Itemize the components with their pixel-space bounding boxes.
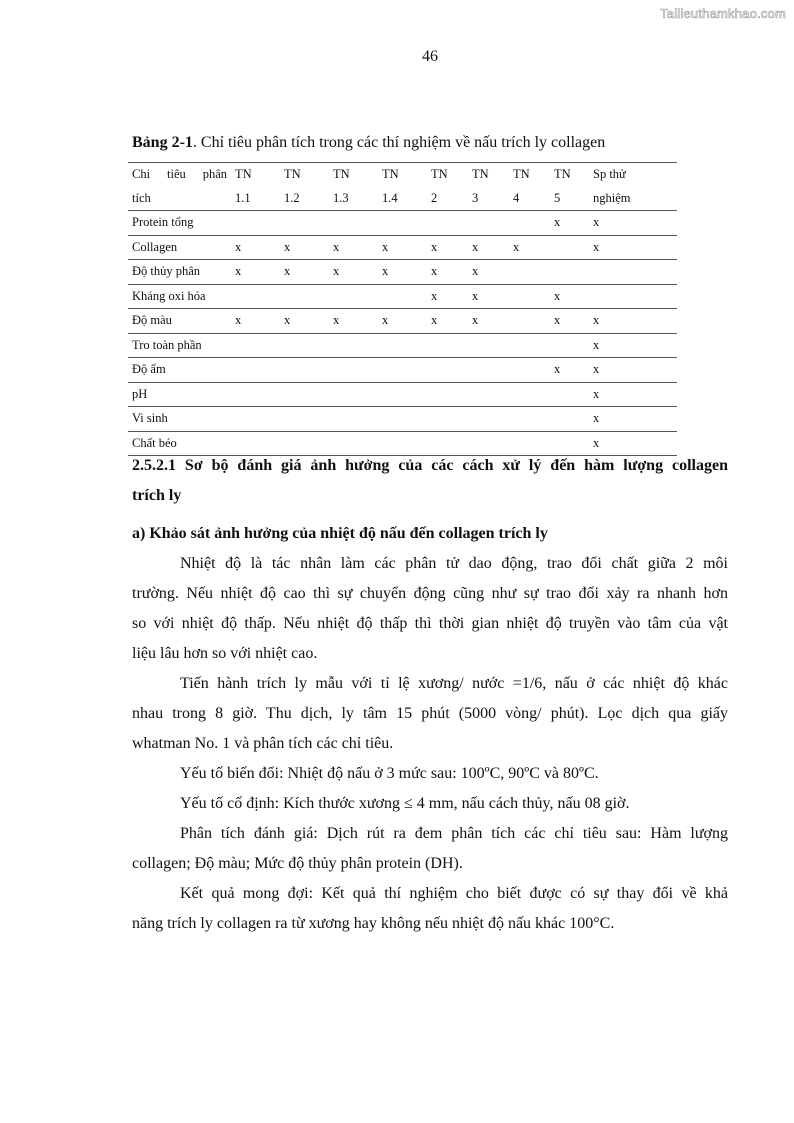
table-cell: x: [280, 235, 329, 260]
table-cell: x: [427, 235, 468, 260]
table-cell: [509, 211, 550, 236]
table-cell: x: [329, 235, 378, 260]
page-number: 46: [422, 48, 438, 65]
table-cell: x: [550, 358, 589, 383]
table-row: [128, 407, 677, 432]
table-cell: [509, 358, 550, 383]
table-cell: x: [589, 407, 677, 432]
table-cell: [468, 333, 509, 358]
table-cell: [468, 382, 509, 407]
table-cell: x: [550, 309, 589, 334]
paragraph-5: [132, 819, 728, 879]
text-line: Kết quả mong đợi: Kết quả thí nghiệm cho biết được có sự thay đổi về khả: [180, 885, 728, 902]
table-cell: x: [589, 431, 677, 456]
table-header-cell: 5: [550, 187, 589, 211]
table-cell: [509, 333, 550, 358]
table-cell: [589, 260, 677, 285]
table-header-cell: Chi tiêu phân: [132, 167, 227, 182]
table-cell: [329, 284, 378, 309]
table-cell: [427, 333, 468, 358]
table-cell: [329, 382, 378, 407]
section-heading-line-2: trích ly: [132, 487, 182, 504]
table-cell: [509, 284, 550, 309]
table-cell: [468, 211, 509, 236]
table-caption-label: Bảng 2-1: [132, 134, 193, 151]
table-header-row-2: [128, 187, 677, 211]
table-row: [128, 333, 677, 358]
table-cell: [378, 333, 427, 358]
table-cell: x: [378, 260, 427, 285]
table-header-cell: 1.3: [329, 187, 378, 211]
table-row: [128, 235, 677, 260]
table-cell: [329, 211, 378, 236]
text-line: Yếu tố biến đổi: Nhiệt độ nấu ở 3 mức sau: 100ºC, 90ºC và 80ºC.: [180, 765, 599, 782]
table-row-label: Kháng oxi hóa: [128, 284, 231, 309]
table-row-label: Độ ẩm: [128, 358, 231, 383]
table-cell: [427, 358, 468, 383]
body-text: [132, 549, 728, 939]
table-cell: [231, 211, 280, 236]
paragraph-2: [132, 669, 728, 759]
table-cell: [550, 260, 589, 285]
table-header-cell: TN: [333, 167, 350, 182]
paragraph-1: [132, 549, 728, 669]
text-line: so với nhiệt độ thấp. Nếu nhiệt độ thấp thì thời gian nhiệt độ truyền vào tâm của vật: [132, 615, 728, 632]
table-cell: [280, 382, 329, 407]
table-cell: [550, 333, 589, 358]
table-cell: x: [378, 235, 427, 260]
table-cell: [378, 382, 427, 407]
table-cell: [550, 235, 589, 260]
table-cell: [427, 382, 468, 407]
table-cell: [468, 407, 509, 432]
text-line: trường. Nếu nhiệt độ cao thì sự chuyển động cũng như sự trao đổi xảy ra nhanh hơn: [132, 585, 728, 602]
table-cell: x: [329, 309, 378, 334]
table-cell: [378, 358, 427, 383]
table-cell: [427, 407, 468, 432]
paragraph-6: [132, 879, 728, 939]
table-body: [128, 211, 677, 456]
table-caption-text: . Chỉ tiêu phân tích trong các thí nghiệm về nấu trích ly collagen: [192, 134, 606, 151]
table-row-label: Vi sinh: [128, 407, 231, 432]
table-cell: x: [589, 382, 677, 407]
table-cell: x: [589, 211, 677, 236]
table-cell: [280, 284, 329, 309]
table-row: [128, 358, 677, 383]
table-cell: x: [280, 309, 329, 334]
table-cell: x: [589, 333, 677, 358]
table-row-label: Độ màu: [128, 309, 231, 334]
text-line: whatman No. 1 và phân tích các chỉ tiêu.: [132, 735, 394, 752]
table-header-cell: TN: [235, 167, 252, 182]
table-cell: [231, 382, 280, 407]
table-cell: x: [231, 309, 280, 334]
table-cell: x: [468, 284, 509, 309]
table-header-cell: tích: [128, 187, 231, 211]
table-cell: [427, 211, 468, 236]
table-cell: x: [509, 235, 550, 260]
table-row-label: pH: [128, 382, 231, 407]
sub-heading: a) Khảo sát ảnh hưởng của nhiệt độ nấu đến collagen trích ly: [132, 525, 548, 542]
table-header-cell: 1.2: [280, 187, 329, 211]
text-line: liệu lâu hơn so với nhiệt cao.: [132, 645, 318, 662]
table-cell: [550, 407, 589, 432]
table-cell: x: [231, 260, 280, 285]
table-row: [128, 260, 677, 285]
table-cell: [280, 333, 329, 358]
table-cell: [509, 407, 550, 432]
table-header-cell: Sp thử: [593, 167, 626, 182]
paragraph-3: [132, 759, 728, 789]
table-row: [128, 284, 677, 309]
table-cell: x: [427, 309, 468, 334]
table-cell: x: [468, 260, 509, 285]
text-line: Yếu tố cố định: Kích thước xương ≤ 4 mm, nấu cách thủy, nấu 08 giờ.: [180, 795, 630, 812]
table-header-cell: 1.4: [378, 187, 427, 211]
table-header-row-1: [128, 163, 677, 187]
table-header-cell: 4: [509, 187, 550, 211]
table-cell: [509, 260, 550, 285]
table-cell: x: [329, 260, 378, 285]
table-cell: [550, 382, 589, 407]
table-row: [128, 382, 677, 407]
table-cell: [509, 309, 550, 334]
table-header-cell: 2: [427, 187, 468, 211]
text-line: nhau trong 8 giờ. Thu dịch, ly tâm 15 phút (5000 vòng/ phút). Lọc dịch qua giấy: [132, 705, 728, 722]
table-cell: [329, 333, 378, 358]
table-row-label: Chất béo: [128, 431, 231, 456]
table-cell: x: [280, 260, 329, 285]
table-cell: x: [550, 211, 589, 236]
watermark: Tailieuthamkhao.com: [660, 6, 786, 21]
text-line: Phân tích đánh giá: Dịch rút ra đem phân tích các chỉ tiêu sau: Hàm lượng: [180, 825, 728, 842]
table-header-cell: nghiệm: [589, 187, 677, 211]
text-line: năng trích ly collagen ra từ xương hay không nếu nhiệt độ nấu khác 100°C.: [132, 915, 615, 932]
table-cell: [231, 358, 280, 383]
table-row-label: Độ thủy phân: [128, 260, 231, 285]
text-line: collagen; Độ màu; Mức độ thủy phân protein (DH).: [132, 855, 463, 872]
table-cell: [231, 407, 280, 432]
table-caption: [132, 134, 605, 152]
table-header-cell: TN: [431, 167, 448, 182]
table-cell: [378, 407, 427, 432]
section-heading-line-1: 2.5.2.1 Sơ bộ đánh giá ảnh hưởng của các cách xử lý đến hàm lượng collagen: [132, 457, 728, 474]
table-cell: x: [589, 309, 677, 334]
table-cell: [231, 333, 280, 358]
table-cell: x: [231, 235, 280, 260]
table-header-cell: 3: [468, 187, 509, 211]
table-header-cell: TN: [382, 167, 399, 182]
table-cell: [280, 407, 329, 432]
table-header-cell: TN: [472, 167, 489, 182]
table-row-label: Tro toàn phần: [128, 333, 231, 358]
table-cell: x: [427, 260, 468, 285]
table-cell: [509, 382, 550, 407]
table-cell: x: [427, 284, 468, 309]
table-header-cell: 1.1: [231, 187, 280, 211]
table-cell: [280, 211, 329, 236]
table-cell: [378, 284, 427, 309]
table-cell: [329, 407, 378, 432]
table-row-label: Protein tổng: [128, 211, 231, 236]
table-cell: [378, 211, 427, 236]
table-cell: x: [589, 358, 677, 383]
table-header-cell: TN: [554, 167, 571, 182]
table-row: [128, 309, 677, 334]
text-line: Tiến hành trích ly mẫu với tỉ lệ xương/ nước =1/6, nấu ở các nhiệt độ khác: [180, 675, 728, 692]
table-cell: [231, 284, 280, 309]
table-row: [128, 211, 677, 236]
table-header-cell: TN: [284, 167, 301, 182]
table-cell: x: [378, 309, 427, 334]
analysis-table: [128, 162, 677, 456]
table-cell: [589, 284, 677, 309]
table-cell: x: [468, 235, 509, 260]
paragraph-4: [132, 789, 728, 819]
table-header-cell: TN: [513, 167, 530, 182]
table-cell: [468, 358, 509, 383]
table-cell: [280, 358, 329, 383]
table-cell: [329, 358, 378, 383]
table-cell: x: [589, 235, 677, 260]
table-row-label: Collagen: [128, 235, 231, 260]
text-line: Nhiệt độ là tác nhân làm các phân tử dao động, trao đổi chất giữa 2 môi: [180, 555, 728, 572]
table-cell: x: [468, 309, 509, 334]
table-cell: x: [550, 284, 589, 309]
